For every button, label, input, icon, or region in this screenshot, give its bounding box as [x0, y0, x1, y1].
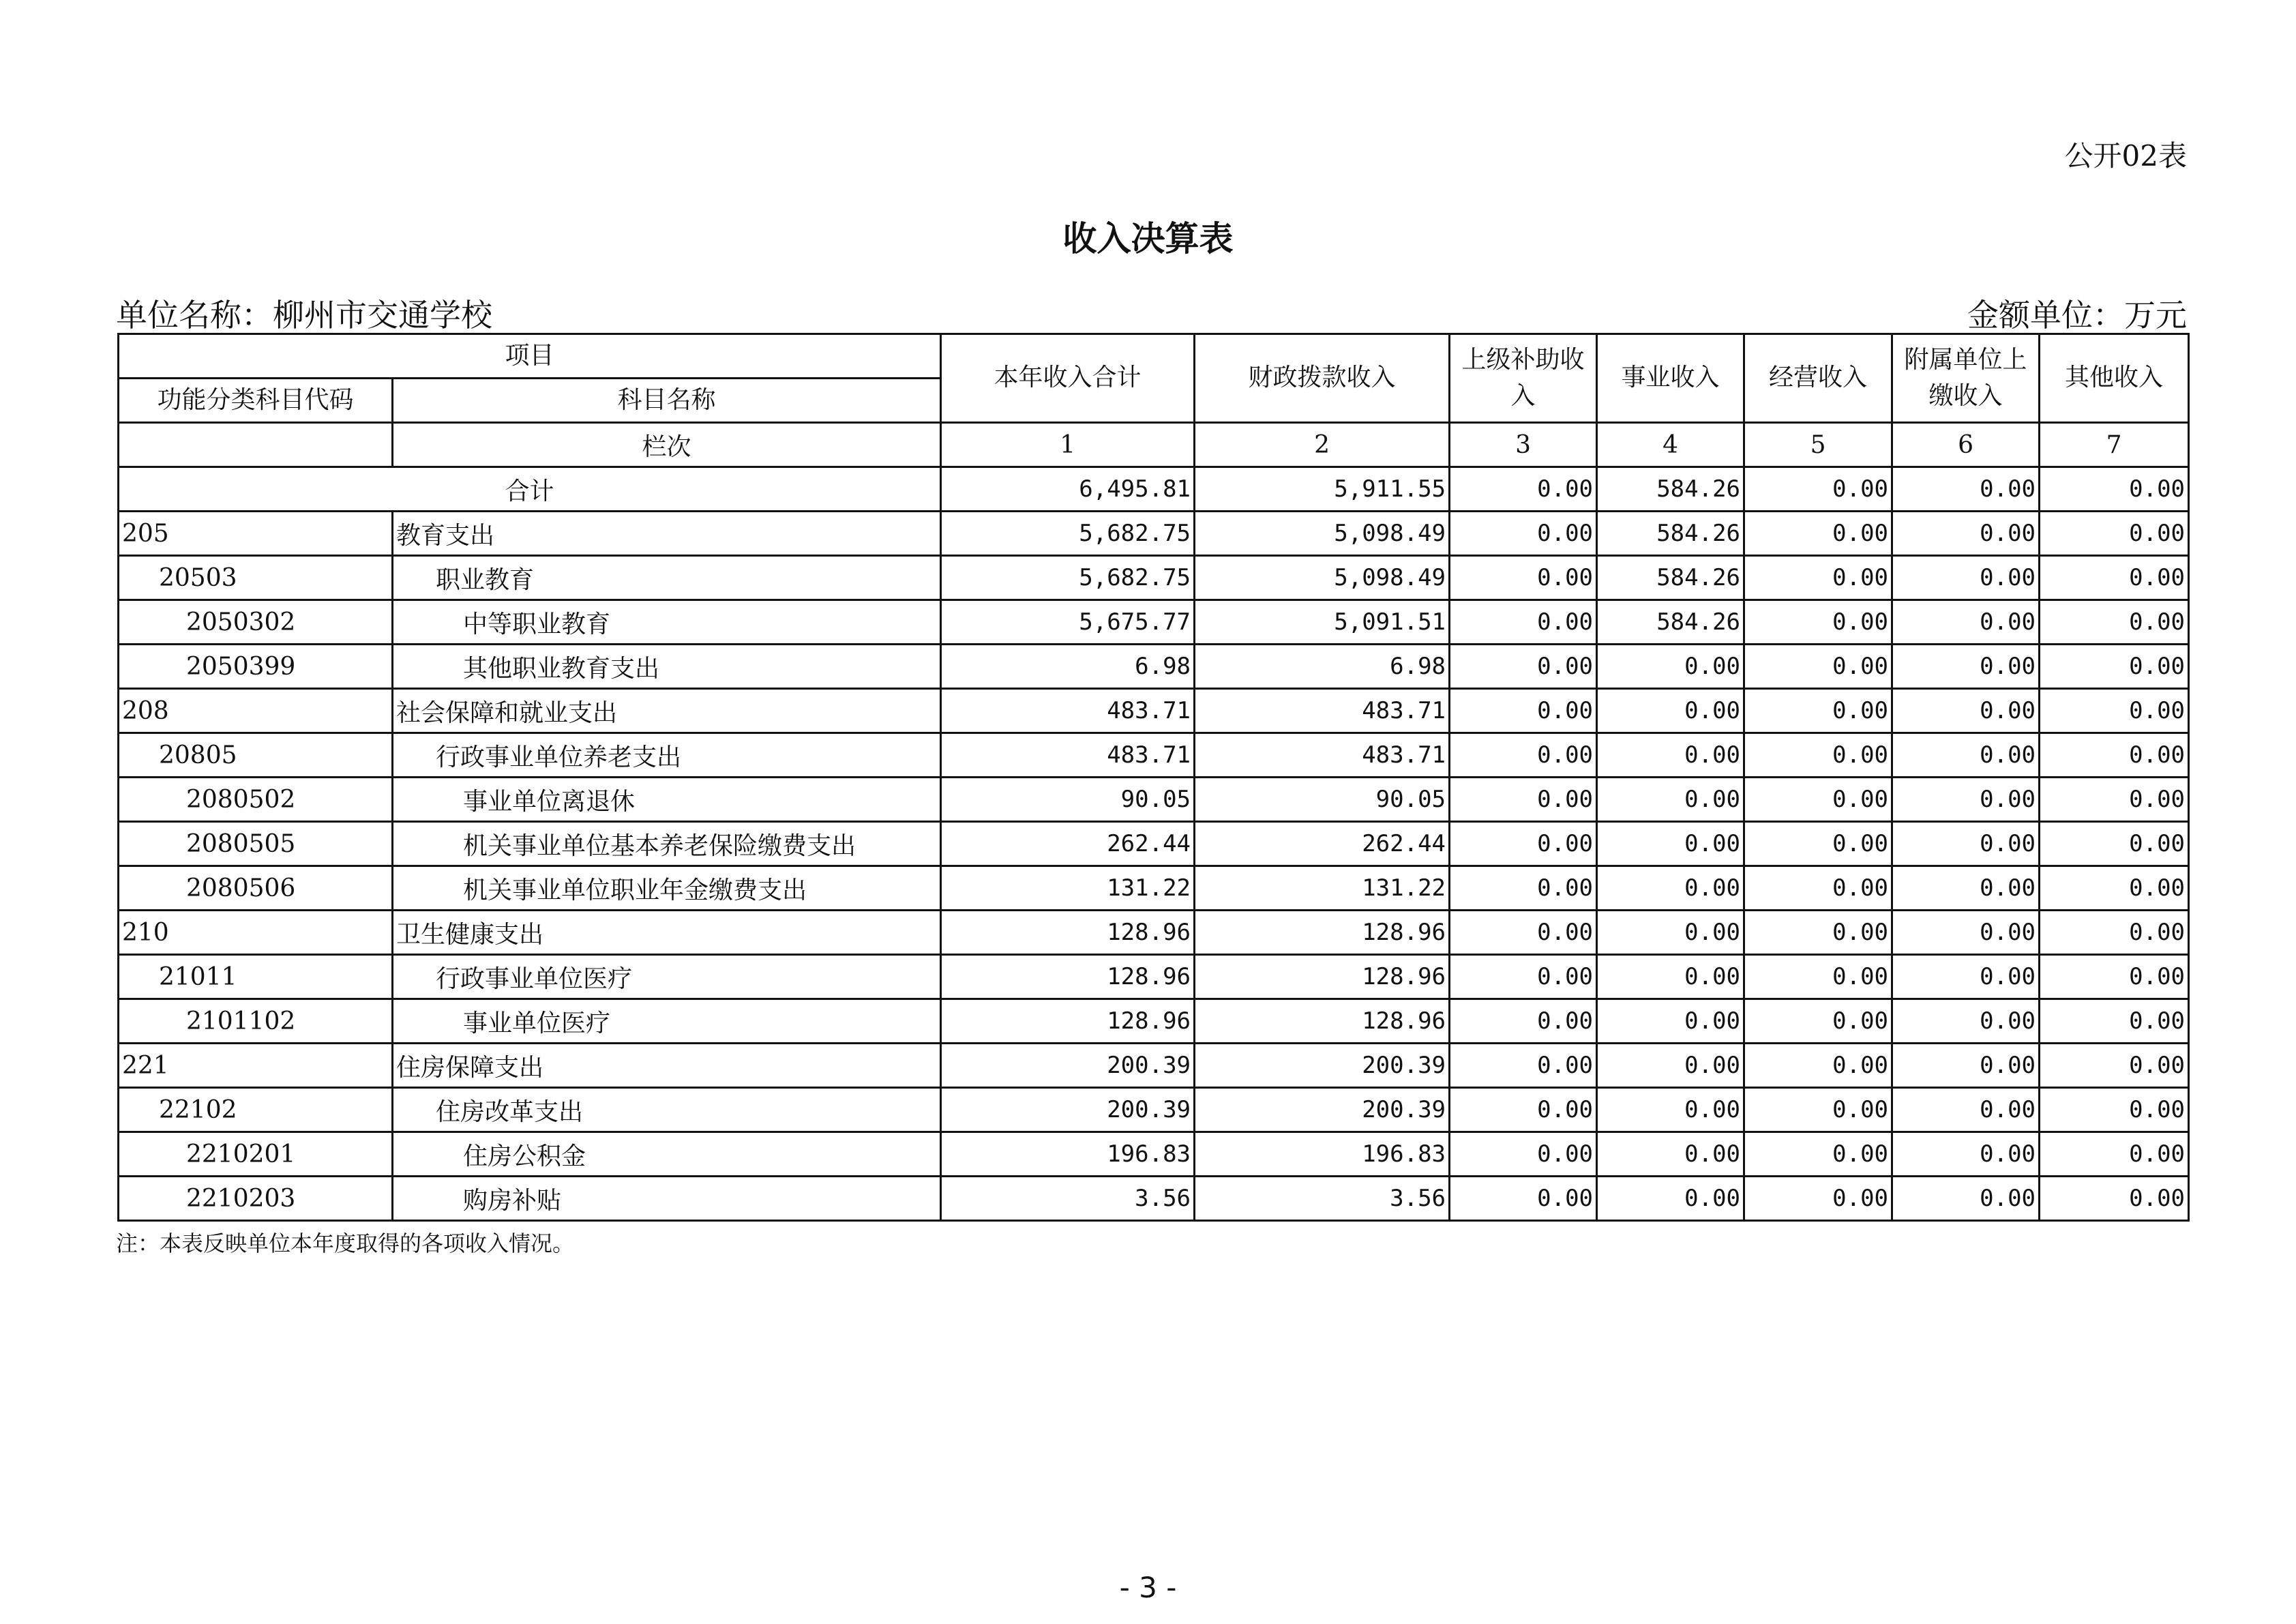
header-code: 功能分类科目代码 — [119, 379, 393, 423]
row-value: 0.00 — [1892, 866, 2040, 911]
table-row — [119, 1088, 2189, 1132]
row-value: 0.00 — [2040, 733, 2189, 778]
header-col-6: 附属单位上缴收入 — [1892, 334, 2040, 423]
row-value: 5,682.75 — [941, 512, 1195, 556]
total-value: 0.00 — [1744, 467, 1892, 512]
row-value: 0.00 — [1892, 1177, 2040, 1221]
row-value: 131.22 — [1195, 866, 1450, 911]
seq-3: 3 — [1450, 423, 1597, 467]
row-value: 0.00 — [1892, 1044, 2040, 1088]
table-row — [119, 645, 2189, 689]
row-value: 200.39 — [1195, 1088, 1450, 1132]
total-row — [119, 467, 2189, 512]
row-name: 住房公积金 — [393, 1132, 941, 1177]
row-name: 职业教育 — [393, 556, 941, 600]
table-row — [119, 1044, 2189, 1088]
row-value: 0.00 — [1450, 822, 1597, 866]
total-value: 6,495.81 — [941, 467, 1195, 512]
row-value: 0.00 — [1450, 733, 1597, 778]
row-value: 3.56 — [941, 1177, 1195, 1221]
row-value: 0.00 — [2040, 1132, 2189, 1177]
total-value: 584.26 — [1597, 467, 1744, 512]
row-value: 0.00 — [1892, 733, 2040, 778]
unit-name: 单位名称：柳州市交通学校 — [116, 297, 492, 334]
total-value: 0.00 — [1892, 467, 2040, 512]
seq-6: 6 — [1892, 423, 2040, 467]
row-value: 128.96 — [1195, 999, 1450, 1044]
row-value: 200.39 — [1195, 1044, 1450, 1088]
row-value: 0.00 — [1450, 911, 1597, 955]
table-row — [119, 689, 2189, 733]
row-value: 0.00 — [2040, 1177, 2189, 1221]
row-value: 483.71 — [1195, 689, 1450, 733]
row-value: 584.26 — [1597, 556, 1744, 600]
row-name: 机关事业单位基本养老保险缴费支出 — [393, 822, 941, 866]
row-value: 0.00 — [1597, 866, 1744, 911]
row-value: 0.00 — [1744, 778, 1892, 822]
row-value: 0.00 — [1892, 1088, 2040, 1132]
row-value: 483.71 — [941, 733, 1195, 778]
seq-7: 7 — [2040, 423, 2189, 467]
row-value: 196.83 — [1195, 1132, 1450, 1177]
page-title: 收入决算表 — [1062, 219, 1234, 259]
table-row — [119, 778, 2189, 822]
row-code: 20503 — [119, 556, 393, 600]
header-col-7: 其他收入 — [2040, 334, 2189, 423]
row-value: 131.22 — [941, 866, 1195, 911]
seq-blank — [119, 423, 393, 467]
row-value: 483.71 — [941, 689, 1195, 733]
row-value: 5,091.51 — [1195, 600, 1450, 645]
row-code: 210 — [119, 911, 393, 955]
row-value: 0.00 — [2040, 778, 2189, 822]
row-name: 购房补贴 — [393, 1177, 941, 1221]
row-value: 0.00 — [1744, 733, 1892, 778]
row-value: 262.44 — [941, 822, 1195, 866]
row-value: 0.00 — [1450, 645, 1597, 689]
row-value: 0.00 — [1597, 955, 1744, 999]
seq-1: 1 — [941, 423, 1195, 467]
income-table — [117, 333, 2190, 1222]
row-value: 0.00 — [1450, 512, 1597, 556]
row-name: 住房改革支出 — [393, 1088, 941, 1132]
row-value: 0.00 — [1892, 689, 2040, 733]
row-name: 卫生健康支出 — [393, 911, 941, 955]
row-value: 0.00 — [1744, 999, 1892, 1044]
row-value: 0.00 — [1597, 1044, 1744, 1088]
table-row — [119, 600, 2189, 645]
row-value: 0.00 — [2040, 955, 2189, 999]
row-name: 教育支出 — [393, 512, 941, 556]
row-value: 5,098.49 — [1195, 556, 1450, 600]
row-value: 0.00 — [1744, 1177, 1892, 1221]
header-col-3: 上级补助收入 — [1450, 334, 1597, 423]
row-value: 0.00 — [1892, 778, 2040, 822]
row-value: 0.00 — [1744, 1132, 1892, 1177]
header-col-2: 财政拨款收入 — [1195, 334, 1450, 423]
row-value: 0.00 — [1744, 689, 1892, 733]
table-row — [119, 733, 2189, 778]
row-value: 0.00 — [1450, 999, 1597, 1044]
row-value: 0.00 — [1892, 1132, 2040, 1177]
row-value: 0.00 — [1450, 1044, 1597, 1088]
row-value: 0.00 — [1450, 955, 1597, 999]
row-value: 0.00 — [2040, 645, 2189, 689]
row-value: 0.00 — [2040, 689, 2189, 733]
row-code: 2050399 — [119, 645, 393, 689]
row-value: 0.00 — [1597, 911, 1744, 955]
row-value: 0.00 — [1892, 911, 2040, 955]
column-number-row — [119, 423, 2189, 467]
row-value: 0.00 — [1597, 645, 1744, 689]
header-col-1: 本年收入合计 — [941, 334, 1195, 423]
row-value: 0.00 — [2040, 822, 2189, 866]
row-code: 2210201 — [119, 1132, 393, 1177]
row-value: 0.00 — [1892, 999, 2040, 1044]
row-value: 0.00 — [1597, 1177, 1744, 1221]
table-note: 注：本表反映单位本年度取得的各项收入情况。 — [116, 1230, 575, 1256]
table-row — [119, 1177, 2189, 1221]
row-value: 200.39 — [941, 1044, 1195, 1088]
row-value: 128.96 — [1195, 911, 1450, 955]
row-value: 0.00 — [1744, 866, 1892, 911]
row-value: 483.71 — [1195, 733, 1450, 778]
total-label: 合计 — [119, 467, 941, 512]
row-value: 0.00 — [2040, 911, 2189, 955]
row-name: 住房保障支出 — [393, 1044, 941, 1088]
seq-5: 5 — [1744, 423, 1892, 467]
row-value: 0.00 — [1597, 733, 1744, 778]
table-row — [119, 556, 2189, 600]
row-code: 2101102 — [119, 999, 393, 1044]
row-value: 0.00 — [1597, 778, 1744, 822]
row-value: 0.00 — [1892, 600, 2040, 645]
row-value: 584.26 — [1597, 512, 1744, 556]
seq-2: 2 — [1195, 423, 1450, 467]
row-value: 0.00 — [1892, 822, 2040, 866]
row-value: 0.00 — [1744, 1088, 1892, 1132]
row-code: 2080505 — [119, 822, 393, 866]
row-value: 0.00 — [2040, 1088, 2189, 1132]
table-row — [119, 955, 2189, 999]
row-value: 0.00 — [1892, 645, 2040, 689]
row-value: 0.00 — [1744, 911, 1892, 955]
row-name: 事业单位医疗 — [393, 999, 941, 1044]
row-value: 0.00 — [1892, 512, 2040, 556]
row-code: 2210203 — [119, 1177, 393, 1221]
row-code: 208 — [119, 689, 393, 733]
seq-label: 栏次 — [393, 423, 941, 467]
table-row — [119, 1132, 2189, 1177]
row-value: 0.00 — [1892, 556, 2040, 600]
row-value: 128.96 — [941, 911, 1195, 955]
row-value: 90.05 — [1195, 778, 1450, 822]
row-value: 0.00 — [1597, 1088, 1744, 1132]
row-value: 262.44 — [1195, 822, 1450, 866]
row-value: 0.00 — [1450, 1088, 1597, 1132]
row-value: 0.00 — [1744, 512, 1892, 556]
total-value: 0.00 — [2040, 467, 2189, 512]
row-value: 0.00 — [1450, 1177, 1597, 1221]
row-value: 0.00 — [1744, 1044, 1892, 1088]
row-value: 0.00 — [1450, 1132, 1597, 1177]
row-value: 0.00 — [2040, 600, 2189, 645]
row-value: 0.00 — [1892, 955, 2040, 999]
page-number: - 3 - — [1119, 1571, 1177, 1604]
seq-4: 4 — [1597, 423, 1744, 467]
row-value: 0.00 — [1744, 955, 1892, 999]
row-code: 20805 — [119, 733, 393, 778]
row-code: 21011 — [119, 955, 393, 999]
row-value: 0.00 — [1597, 689, 1744, 733]
row-value: 5,682.75 — [941, 556, 1195, 600]
row-code: 2080502 — [119, 778, 393, 822]
row-value: 128.96 — [941, 955, 1195, 999]
row-value: 0.00 — [1597, 999, 1744, 1044]
row-value: 0.00 — [2040, 999, 2189, 1044]
header-col-5: 经营收入 — [1744, 334, 1892, 423]
row-value: 0.00 — [2040, 512, 2189, 556]
table-row — [119, 999, 2189, 1044]
row-code: 205 — [119, 512, 393, 556]
row-value: 128.96 — [941, 999, 1195, 1044]
row-value: 0.00 — [1450, 689, 1597, 733]
header-col-4: 事业收入 — [1597, 334, 1744, 423]
row-value: 6.98 — [941, 645, 1195, 689]
table-row — [119, 911, 2189, 955]
row-name: 行政事业单位养老支出 — [393, 733, 941, 778]
row-value: 0.00 — [1450, 556, 1597, 600]
row-value: 0.00 — [1450, 778, 1597, 822]
row-value: 584.26 — [1597, 600, 1744, 645]
header-item: 项目 — [119, 334, 941, 379]
row-value: 0.00 — [1744, 645, 1892, 689]
row-value: 0.00 — [1450, 866, 1597, 911]
row-value: 0.00 — [1597, 1132, 1744, 1177]
row-value: 0.00 — [1744, 822, 1892, 866]
row-code: 2050302 — [119, 600, 393, 645]
amount-unit: 金额单位：万元 — [1967, 297, 2187, 334]
row-value: 5,098.49 — [1195, 512, 1450, 556]
form-number: 公开02表 — [2064, 139, 2187, 173]
row-value: 0.00 — [1744, 556, 1892, 600]
row-value: 128.96 — [1195, 955, 1450, 999]
table-row — [119, 866, 2189, 911]
row-value: 0.00 — [2040, 556, 2189, 600]
table-row — [119, 822, 2189, 866]
header-name: 科目名称 — [393, 379, 941, 423]
row-name: 社会保障和就业支出 — [393, 689, 941, 733]
total-value: 5,911.55 — [1195, 467, 1450, 512]
row-value: 0.00 — [1744, 600, 1892, 645]
row-name: 中等职业教育 — [393, 600, 941, 645]
row-value: 90.05 — [941, 778, 1195, 822]
row-value: 6.98 — [1195, 645, 1450, 689]
row-code: 2080506 — [119, 866, 393, 911]
row-name: 其他职业教育支出 — [393, 645, 941, 689]
row-value: 0.00 — [1450, 600, 1597, 645]
row-value: 0.00 — [1597, 822, 1744, 866]
total-value: 0.00 — [1450, 467, 1597, 512]
row-value: 5,675.77 — [941, 600, 1195, 645]
row-value: 0.00 — [2040, 1044, 2189, 1088]
row-name: 事业单位离退休 — [393, 778, 941, 822]
row-code: 22102 — [119, 1088, 393, 1132]
row-name: 行政事业单位医疗 — [393, 955, 941, 999]
row-value: 196.83 — [941, 1132, 1195, 1177]
row-value: 200.39 — [941, 1088, 1195, 1132]
row-value: 3.56 — [1195, 1177, 1450, 1221]
row-code: 221 — [119, 1044, 393, 1088]
row-value: 0.00 — [2040, 866, 2189, 911]
row-name: 机关事业单位职业年金缴费支出 — [393, 866, 941, 911]
table-row — [119, 512, 2189, 556]
